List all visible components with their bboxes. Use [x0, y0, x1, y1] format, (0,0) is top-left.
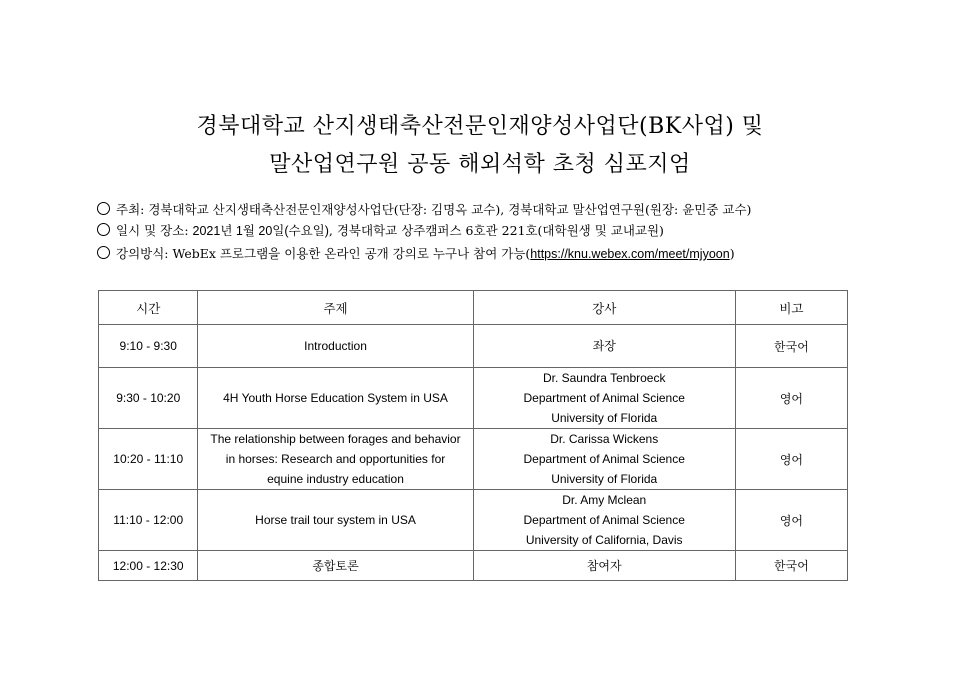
- time-cell: 10:20 - 11:10: [99, 429, 198, 490]
- topic-line: in horses: Research and opportunities for: [225, 452, 446, 466]
- topic-line: Introduction: [304, 339, 367, 353]
- speaker-cell: [473, 551, 735, 581]
- title-line-2: 말산업연구원 공동 해외석학 초청 심포지엄: [269, 152, 691, 177]
- circle-bullet-icon: [97, 246, 110, 259]
- info-datetime: [97, 223, 877, 239]
- note-cell: 영어: [735, 368, 847, 429]
- speaker-cell: [473, 429, 735, 490]
- speaker-line: Department of Animal Science: [523, 391, 685, 405]
- method-suffix: ): [729, 246, 735, 261]
- speaker-cell: [473, 490, 735, 551]
- host-text: 주최: 경북대학교 산지생태축산전문인재양성사업단(단장: 김명옥 교수), 경북대학교 말산업연구원(원장: 윤민중 교수): [116, 202, 752, 217]
- speaker-cell: [473, 325, 735, 368]
- header-note: 비고: [735, 291, 847, 325]
- title-line-1: 경북대학교 산지생태축산전문인재양성사업단(BK사업) 및: [196, 114, 764, 139]
- header-speaker: 강사: [473, 291, 735, 325]
- topic-line: 종합토론: [312, 558, 359, 573]
- circle-bullet-icon: [97, 202, 110, 215]
- note-cell: 한국어: [735, 325, 847, 368]
- table-row: [99, 490, 848, 551]
- table-header-row: [99, 291, 848, 325]
- time-cell: 9:30 - 10:20: [99, 368, 198, 429]
- table-row: [99, 325, 848, 368]
- speaker-line: University of California, Davis: [525, 533, 683, 547]
- table-row: [99, 429, 848, 490]
- topic-line: The relationship between forages and behavior: [210, 432, 461, 446]
- topic-line: Horse trail tour system in USA: [255, 513, 416, 527]
- datetime-prefix: 일시 및 장소:: [116, 223, 193, 238]
- info-method: [97, 246, 877, 262]
- time-cell: 12:00 - 12:30: [99, 551, 198, 581]
- speaker-line: 좌장: [592, 339, 616, 353]
- note-cell: 영어: [735, 490, 847, 551]
- datetime-date: 2021년 1월 20일(수요일): [192, 224, 329, 238]
- circle-bullet-icon: [97, 223, 110, 236]
- topic-cell: [198, 490, 473, 551]
- speaker-line: Department of Animal Science: [523, 452, 685, 466]
- table-row: [99, 551, 848, 581]
- speaker-line: University of Florida: [551, 472, 658, 486]
- topic-cell: [198, 429, 473, 490]
- header-time: 시간: [99, 291, 198, 325]
- webex-link[interactable]: https://knu.webex.com/meet/mjyoon: [530, 247, 730, 261]
- note-cell: 한국어: [735, 551, 847, 581]
- info-host: [97, 202, 877, 218]
- schedule-table: [98, 290, 848, 581]
- speaker-line: Department of Animal Science: [523, 513, 685, 527]
- speaker-name: Dr. Amy Mclean: [562, 493, 647, 507]
- time-cell: 11:10 - 12:00: [99, 490, 198, 551]
- header-topic: 주제: [198, 291, 473, 325]
- method-prefix: 강의방식: WebEx 프로그램을 이용한 온라인 공개 강의로 누구나 참여 가능(: [116, 246, 531, 261]
- speaker-cell: [473, 368, 735, 429]
- time-cell: 9:10 - 9:30: [99, 325, 198, 368]
- speaker-line: 참여자: [586, 558, 622, 573]
- table-row: [99, 368, 848, 429]
- topic-line: equine industry education: [267, 472, 404, 486]
- topic-cell: [198, 325, 473, 368]
- datetime-rest: , 경북대학교 상주캠퍼스 6호관 221호(대학원생 및 교내교원): [328, 223, 664, 238]
- speaker-name: Dr. Saundra Tenbroeck: [542, 371, 666, 385]
- speaker-line: University of Florida: [551, 411, 658, 425]
- topic-cell: [198, 551, 473, 581]
- topic-line: 4H Youth Horse Education System in USA: [223, 391, 448, 405]
- speaker-name: Dr. Carissa Wickens: [550, 432, 659, 446]
- topic-cell: [198, 368, 473, 429]
- note-cell: 영어: [735, 429, 847, 490]
